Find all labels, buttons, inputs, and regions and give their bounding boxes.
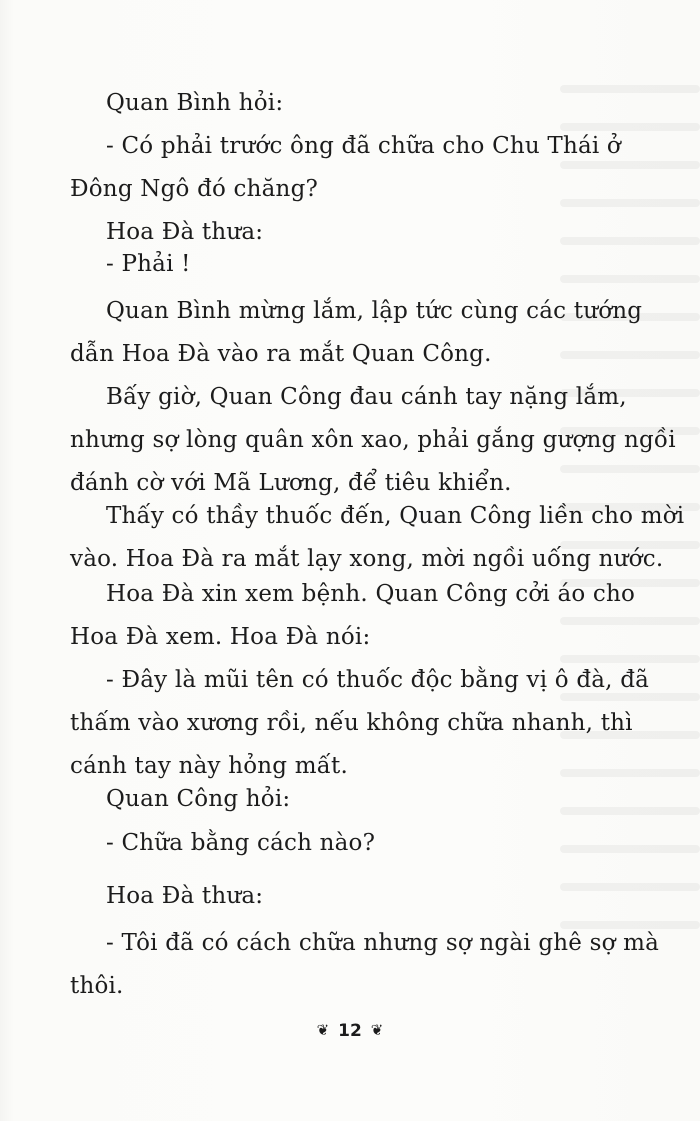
text-line: - Chữa bằng cách nào? bbox=[106, 830, 376, 856]
paragraph-dialogue-chu-thai bbox=[70, 125, 621, 211]
text-line: Quan Công hỏi: bbox=[106, 786, 291, 812]
text-line: dẫn Hoa Đà vào ra mắt Quan Công. bbox=[70, 341, 492, 367]
text-line: thấm vào xương rồi, nếu không chữa nhanh, thì bbox=[70, 710, 633, 736]
paragraph-hoa-da-replies-2 bbox=[106, 875, 263, 918]
text-line: - Tôi đã có cách chữa nhưng sợ ngài ghê sợ mà bbox=[106, 930, 660, 956]
text-line: Hoa Đà xem. Hoa Đà nói: bbox=[70, 624, 371, 650]
text-line: Hoa Đà thưa: bbox=[106, 883, 264, 909]
text-line: Hoa Đà xin xem bệnh. Quan Công cởi áo cho bbox=[106, 581, 636, 607]
paragraph-quan-binh-asks bbox=[106, 82, 283, 125]
paragraph-dialogue-cure-method bbox=[70, 922, 659, 1008]
text-line: đánh cờ với Mã Lương, để tiêu khiển. bbox=[70, 470, 512, 496]
floral-ornament-left: ❦ bbox=[316, 1021, 330, 1039]
page-number: 12 bbox=[338, 1021, 362, 1041]
paragraph-quan-binh-glad bbox=[70, 290, 642, 376]
paragraph-quan-cong-pain bbox=[70, 376, 676, 505]
text-line: thôi. bbox=[70, 973, 124, 999]
text-line: Bấy giờ, Quan Công đau cánh tay nặng lắm, bbox=[106, 384, 627, 410]
text-line: - Đây là mũi tên có thuốc độc bằng vị ô đà, đã bbox=[106, 667, 650, 693]
paragraph-physician-arrives bbox=[70, 495, 684, 581]
page-number-footer bbox=[0, 1021, 700, 1041]
text-line: cánh tay này hỏng mất. bbox=[70, 753, 348, 779]
text-line: Thấy có thầy thuốc đến, Quan Công liền cho mời bbox=[106, 503, 685, 529]
paragraph-quan-cong-asks bbox=[106, 778, 290, 821]
text-line: Quan Bình mừng lắm, lập tức cùng các tướng bbox=[106, 298, 643, 324]
text-line: - Có phải trước ông đã chữa cho Chu Thái ở bbox=[106, 133, 621, 159]
paragraph-dialogue-poison-arrow bbox=[70, 659, 649, 788]
text-line: Hoa Đà thưa: bbox=[106, 219, 264, 245]
text-line: Đông Ngô đó chăng? bbox=[70, 176, 319, 202]
floral-ornament-right: ❦ bbox=[370, 1021, 384, 1039]
text-line: Quan Bình hỏi: bbox=[106, 90, 284, 116]
text-line: vào. Hoa Đà ra mắt lạy xong, mời ngồi uống nước. bbox=[70, 546, 664, 572]
text-line: nhưng sợ lòng quân xôn xao, phải gắng gượng ngồi bbox=[70, 427, 676, 453]
text-line: - Phải ! bbox=[106, 251, 191, 277]
paragraph-dialogue-how-to-cure bbox=[106, 822, 375, 865]
paragraph-examination bbox=[70, 573, 635, 659]
paragraph-dialogue-yes bbox=[106, 243, 191, 286]
